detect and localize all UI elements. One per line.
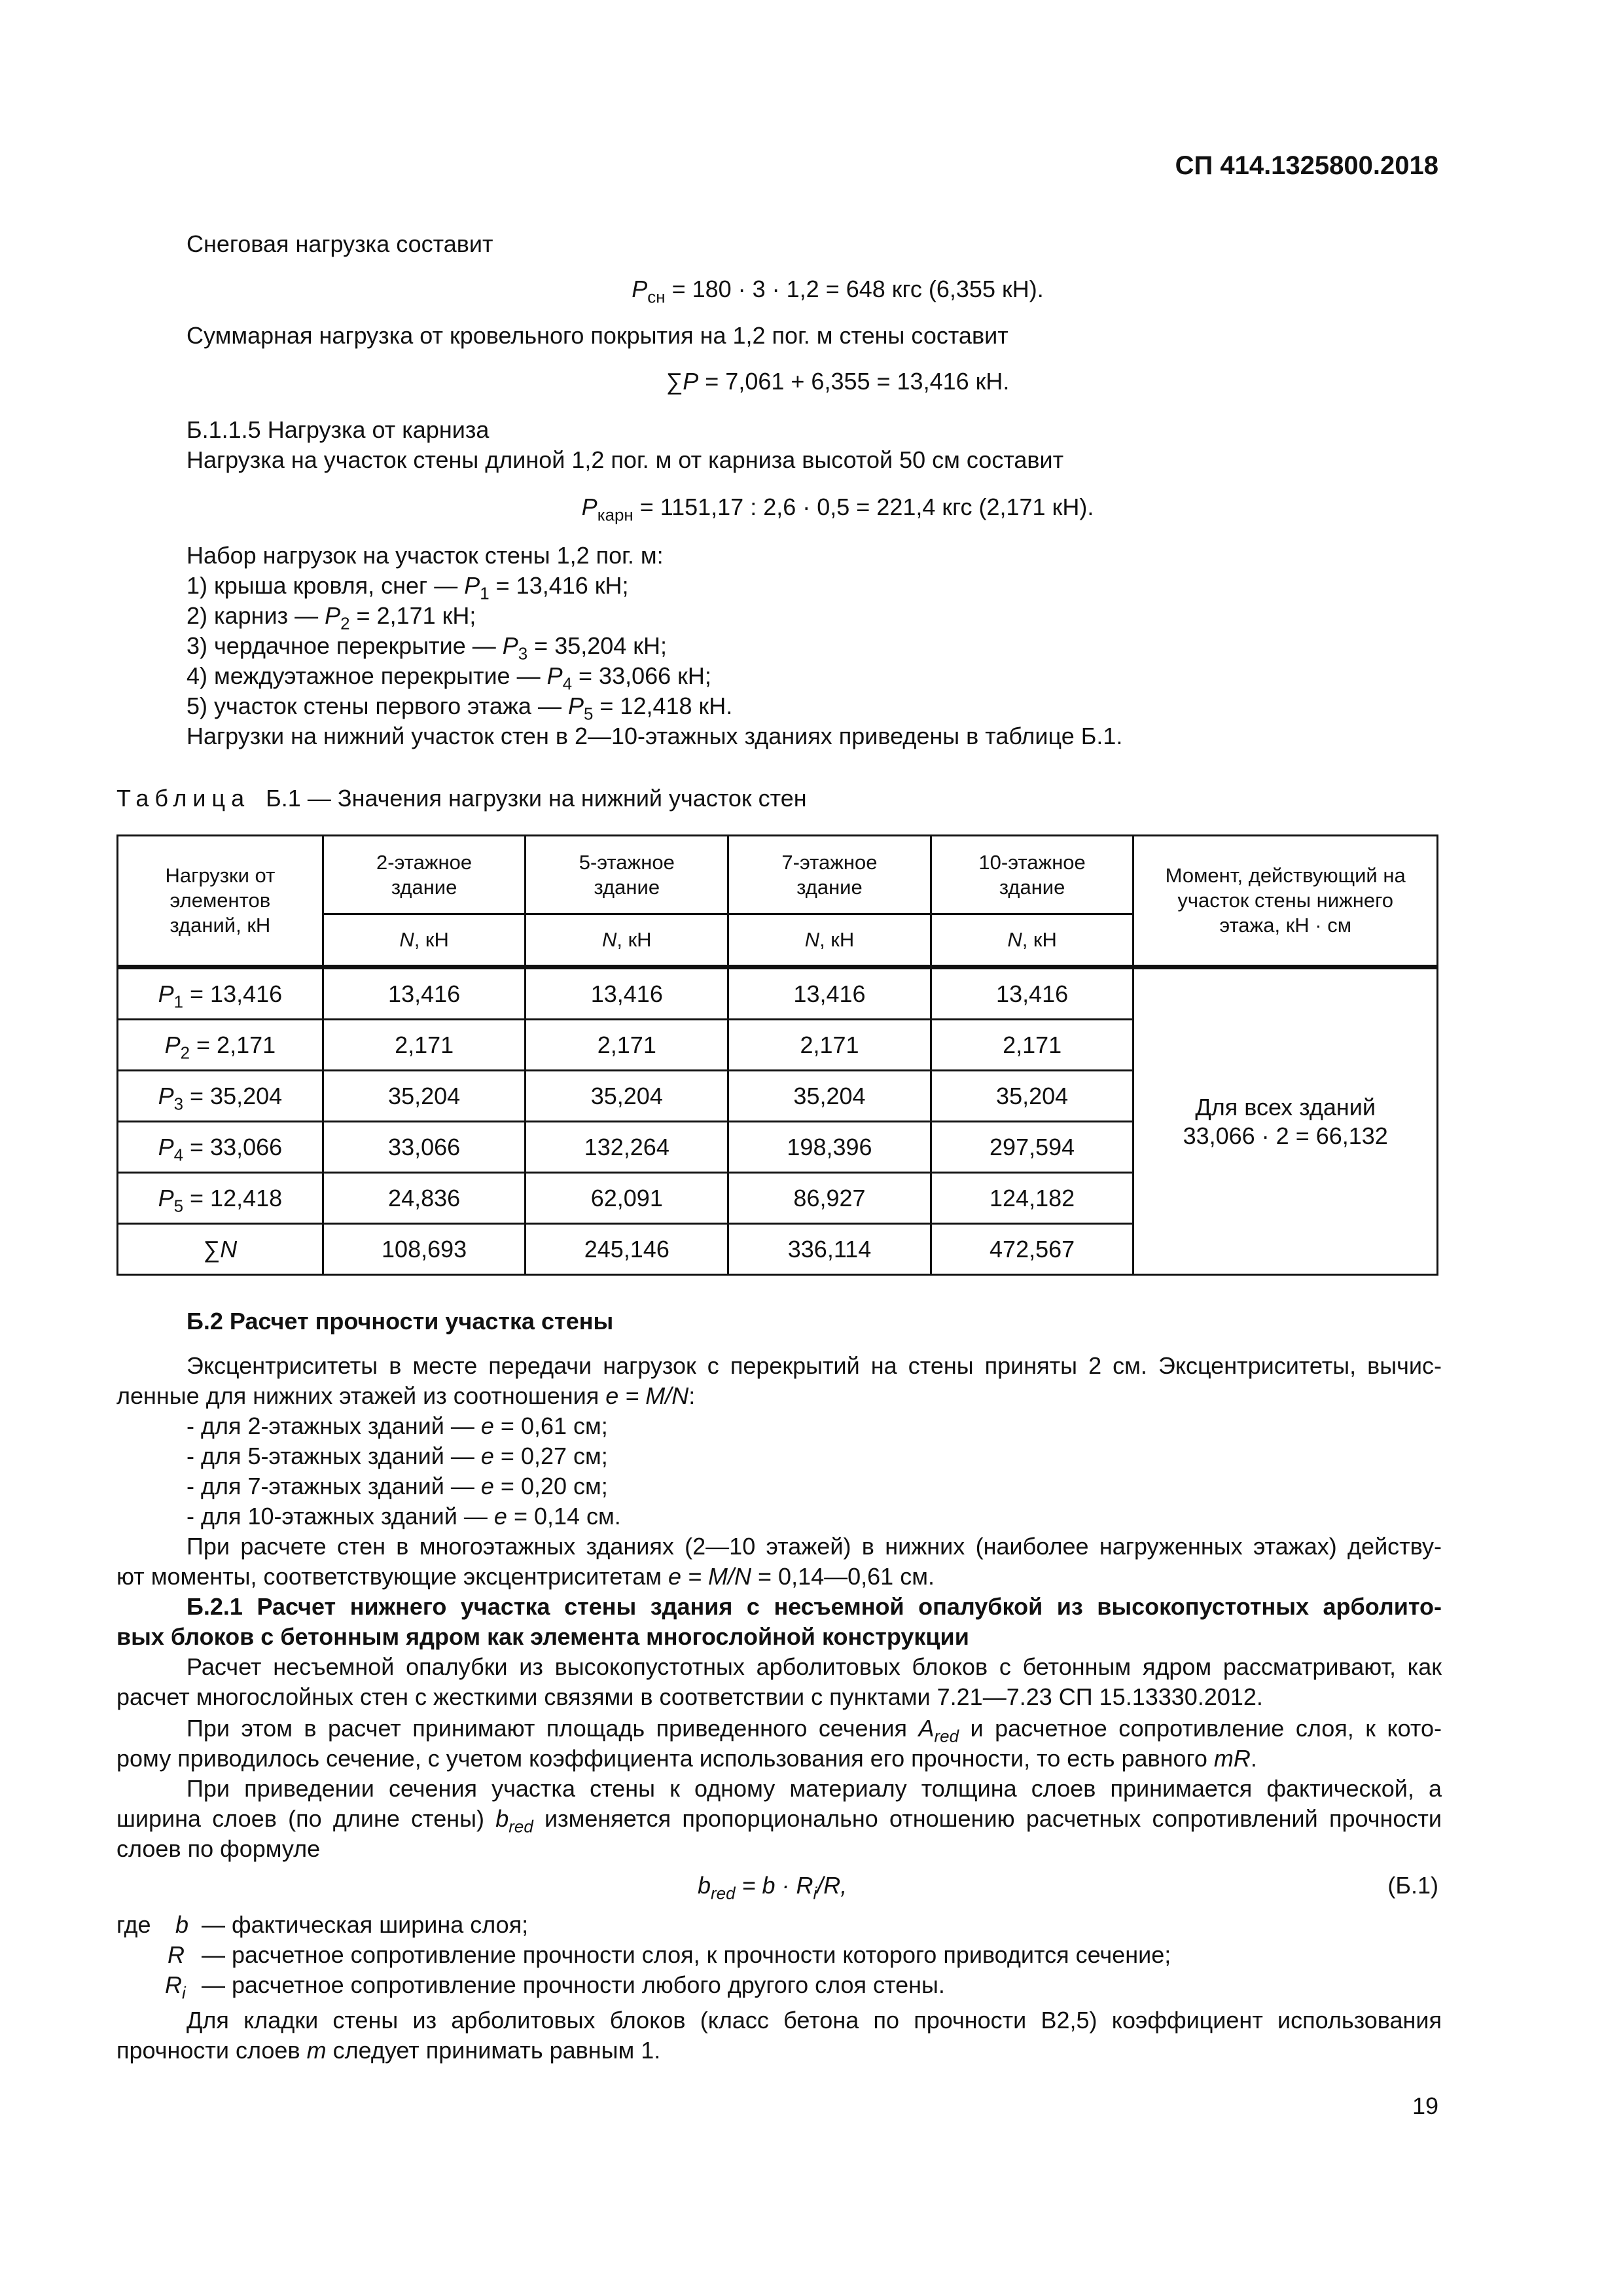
sum-label-symbol: ∑ [203,1235,221,1263]
ecc-value: = 0,61 см; [493,1412,608,1439]
row-label [118,1173,323,1224]
b2-para2-line2 [116,1562,935,1592]
moment-line-2: 33,066 · 2 = 66,132 [1183,1122,1388,1149]
b21-para3-line1: При приведении сечения участка стены к одному материалу толщина слоев принимается фактической, а [187,1775,1442,1802]
formula-number: (Б.1) [1387,1872,1438,1899]
ecc-var: e [480,1443,494,1469]
snow-formula-var: P [632,276,648,302]
b21-para3-line3: слоев по формуле [116,1835,321,1862]
table-cell: 24,836 [323,1173,526,1224]
ecc-value: = 0,14 см. [507,1503,621,1530]
table-cell: 35,204 [931,1071,1133,1122]
row-label-sub: 4 [173,1145,184,1164]
def-symbol [165,1970,186,2003]
row-label [118,967,323,1020]
b21-para2-text: При этом в расчет принимают площадь приведенного сечения [187,1715,919,1742]
list-item-var: P [546,662,563,689]
table-cell: 35,204 [526,1071,728,1122]
b21-para4-line1: Для кладки стены из арболитовых блоков (класс бетона по прочности B2,5) коэффициент использования [187,2007,1442,2034]
b2-para1-line1: Эксцентриситеты в месте передачи нагрузок с перекрытий на стены приняты 2 см. Эксцентриситеты, вычис- [187,1352,1442,1379]
b21-para2-line1 [187,1713,1442,1744]
unit-cell [728,914,931,967]
b21-para3-var: b [495,1805,509,1832]
b21-para4-text-end: следует принимать равным 1. [326,2037,661,2064]
unit-var: N [804,928,820,951]
ecc-var: e [480,1473,494,1499]
formula-lhs: b [698,1872,711,1899]
unit-cell [323,914,526,967]
header-moment: Момент, действующий на участок стены нижнего этажа, кН · см [1133,836,1438,967]
where-label: где [116,1911,151,1938]
section-b115-title: Б.1.1.5 Нагрузка от карниза [187,416,490,443]
b21-para4-line2 [116,2036,660,2066]
table-cell: 33,066 [323,1122,526,1173]
eccentricity-item [187,1501,621,1532]
ecc-text: - для 2-этажных зданий — [187,1412,481,1439]
eccentricity-item [187,1471,608,1501]
b2-para1-line2 [116,1381,695,1411]
list-item-sub: 2 [340,615,350,634]
b21-para2-l2-text: рому приводилось сечение, с учетом коэффициента использования его прочности, то есть равного [116,1745,1214,1772]
header-building: 2-этажное здание [323,836,526,914]
list-item-var: P [325,602,341,629]
b21-para2-line2 [116,1744,1257,1774]
table-cell: 86,927 [728,1173,931,1224]
cornice-formula-var: P [581,493,597,520]
b21-para3-text: ширина слоев (по длине стены) [116,1805,496,1832]
b21-para1-line2: расчет многослойных стен с жесткими связями в соответствии с пунктами 7.21—7.23 СП 15.13330.2012. [116,1683,1263,1710]
row-label-value: = 35,204 [183,1082,283,1109]
table-cell: 2,171 [728,1020,931,1071]
ecc-text: - для 10-этажных зданий — [187,1503,494,1530]
row-label-var: P [158,1082,174,1109]
section-b21-title-line2: вых блоков с бетонным ядром как элемента многослойной конструкции [116,1623,969,1650]
def-symbol-var: R [165,1971,182,1998]
list-item-sub: 5 [583,705,594,724]
list-item-value: = 12,418 кН. [593,692,733,719]
list-item-var: P [567,692,584,719]
row-label-value: = 2,171 [190,1031,276,1058]
list-item-text: 4) междуэтажное перекрытие — [187,662,547,689]
row-label [118,1071,323,1122]
moment-cell [1133,967,1438,1275]
table-cell: 13,416 [931,967,1133,1020]
table-cell: 245,146 [526,1224,728,1275]
moment-line-1: Для всех зданий [1195,1093,1376,1121]
formula-end: /R, [817,1872,847,1899]
def-text: — фактическая ширина слоя; [202,1911,529,1938]
header-building: 10-этажное здание [931,836,1133,914]
def-symbol-sub: i [182,1984,186,2003]
unit-text: , кН [819,928,855,951]
eccentricity-item [187,1441,608,1471]
load-set-intro: Набор нагрузок на участок стены 1,2 пог. м: [187,542,664,569]
eccentricity-item [187,1411,608,1441]
ecc-text: - для 7-этажных зданий — [187,1473,481,1499]
unit-var: N [399,928,414,951]
def-text: — расчетное сопротивление прочности любого другого слоя стены. [202,1971,945,1998]
row-label-var: P [158,1184,174,1211]
document-code: СП 414.1325800.2018 [1175,151,1438,180]
sum-formula-rest: = 7,061 + 6,355 = 13,416 кН. [698,368,1010,395]
list-item-var: P [502,632,518,659]
row-label-sub: 2 [180,1043,190,1062]
cornice-intro: Нагрузка на участок стены длиной 1,2 пог. м от карниза высотой 50 см составит [187,446,1064,473]
formula-b1 [698,1871,847,1901]
row-label-var: P [158,1133,174,1160]
list-item-value: = 2,171 кН; [349,602,476,629]
row-label-value: = 33,066 [183,1133,283,1160]
b21-para2-l2-formula: mR [1213,1745,1251,1772]
b21-para2-text-end: и расчетное сопротивление слоя, к кото- [958,1715,1442,1742]
b21-para1-line1: Расчет несъемной опалубки из высокопустотных арболитовых блоков с бетонным ядром рассматривают, как [187,1653,1442,1680]
sum-label-var: N [220,1235,238,1263]
row-label-sub: 1 [173,992,184,1011]
list-item-sub: 3 [518,645,528,664]
header-building: 5-этажное здание [526,836,728,914]
row-label [118,1122,323,1173]
table-cell: 2,171 [526,1020,728,1071]
section-b21-title-line1: Б.2.1 Расчет нижнего участка стены здания с несъемной опалубкой из высокопустотных арболито- [187,1593,1442,1620]
ecc-value: = 0,20 см; [493,1473,608,1499]
b2-para2-formula: e = M/N [668,1563,752,1590]
load-list-item [187,571,629,601]
load-list-item [187,631,668,664]
unit-cell [931,914,1133,967]
ecc-value: = 0,27 см; [493,1443,608,1469]
b21-para2-l2-punct: . [1250,1745,1257,1772]
b21-para3-line2 [116,1804,1442,1837]
ecc-text: - для 5-этажных зданий — [187,1443,481,1469]
table-row [118,967,1438,1020]
b21-para3-sub: red [508,1818,533,1837]
cornice-formula-rest: = 1151,17 : 2,6 · 0,5 = 221,4 кгс (2,171 кН). [633,493,1094,520]
unit-var: N [602,928,617,951]
table-reference: Нагрузки на нижний участок стен в 2—10-этажных зданиях приведены в таблице Б.1. [187,723,1123,749]
list-item-value: = 35,204 кН; [527,632,668,659]
sum-formula-var: P [683,368,699,395]
loads-table [116,834,1438,1276]
list-item-value: = 13,416 кН; [489,572,629,599]
table-cell: 2,171 [931,1020,1133,1071]
header-loads: Нагрузки от элементов зданий, кН [118,836,323,967]
table-cell: 297,594 [931,1122,1133,1173]
row-label-var: P [158,980,174,1007]
section-b2-title: Б.2 Расчет прочности участка стены [187,1308,614,1335]
table-cell: 2,171 [323,1020,526,1071]
def-text: — расчетное сопротивление прочности слоя, к прочности которого приводится сечение; [202,1941,1171,1968]
table-caption-text: Б.1 — Значения нагрузки на нижний участок стен [266,785,807,812]
list-item-text: 5) участок стены первого этажа — [187,692,568,719]
row-label-value: = 13,416 [183,980,283,1007]
row-label [118,1020,323,1071]
b2-para1-punct: : [688,1382,696,1409]
b21-para2-var: A [918,1715,935,1742]
table-cell: 124,182 [931,1173,1133,1224]
sum-symbol: ∑ [666,368,683,395]
table-caption-label: Таблица [116,785,251,812]
snow-formula [0,274,1623,307]
page-number: 19 [1412,2092,1438,2119]
sum-formula [0,367,1623,397]
b21-para4-var: m [306,2037,327,2064]
table-caption [116,783,807,814]
table-cell: 35,204 [323,1071,526,1122]
row-label-var: P [164,1031,181,1058]
b2-para2-line1: При расчете стен в многоэтажных зданиях (2—10 этажей) в нижних (наиболее нагруженных этажах) действу- [187,1533,1442,1560]
list-item-text: 1) крыша кровля, снег — [187,572,465,599]
table-cell: 13,416 [526,967,728,1020]
b21-para2-sub: red [934,1727,959,1746]
table-cell: 198,396 [728,1122,931,1173]
sum-label [118,1224,323,1275]
b21-para3-text-end: изменяется пропорционально отношению расчетных сопротивлений прочности [533,1805,1442,1832]
load-list-item [187,601,476,634]
load-list-item [187,661,711,694]
formula-mid-sub: i [813,1884,817,1903]
roof-intro: Суммарная нагрузка от кровельного покрытия на 1,2 пог. м стены составит [187,322,1008,349]
unit-text: , кН [1022,928,1057,951]
def-symbol: b [175,1911,189,1938]
snow-intro: Снеговая нагрузка составит [187,230,493,257]
table-cell: 108,693 [323,1224,526,1275]
list-item-sub: 4 [562,675,573,694]
table-cell: 13,416 [323,967,526,1020]
ecc-var: e [493,1503,507,1530]
table-cell: 13,416 [728,967,931,1020]
table-cell: 472,567 [931,1224,1133,1275]
table-cell: 62,091 [526,1173,728,1224]
b21-para4-text: прочности слоев [116,2037,307,2064]
header-building: 7-этажное здание [728,836,931,914]
unit-text: , кН [414,928,449,951]
snow-formula-sub: сн [647,288,666,307]
b2-para2-text: ют моменты, соответствующие эксцентриситетам [116,1563,668,1590]
list-item-text: 3) чердачное перекрытие — [187,632,503,659]
row-label-sub: 3 [173,1094,184,1113]
b2-para2-value: = 0,14—0,61 см. [751,1563,935,1590]
def-symbol: R [168,1941,185,1968]
formula-mid: = b · R [735,1872,813,1899]
list-item-text: 2) карниз — [187,602,325,629]
formula-lhs-sub: red [711,1884,736,1903]
b2-para1-text: ленные для нижних этажей из соотношения [116,1382,606,1409]
row-label-value: = 12,418 [183,1184,283,1211]
cornice-formula [0,492,1623,525]
unit-text: , кН [616,928,652,951]
row-label-sub: 5 [173,1196,184,1215]
list-item-sub: 1 [480,584,490,603]
table-cell: 132,264 [526,1122,728,1173]
unit-var: N [1007,928,1022,951]
unit-cell [526,914,728,967]
b2-para1-formula: e = M/N [605,1382,689,1409]
table-cell: 336,114 [728,1224,931,1275]
cornice-formula-sub: карн [597,506,633,525]
snow-formula-rest: = 180 · 3 · 1,2 = 648 кгс (6,355 кН). [665,276,1044,302]
ecc-var: e [480,1412,494,1439]
list-item-value: = 33,066 кН; [572,662,711,689]
load-list-item [187,691,733,724]
table-header-row [118,836,1438,914]
table-cell: 35,204 [728,1071,931,1122]
list-item-var: P [464,572,480,599]
